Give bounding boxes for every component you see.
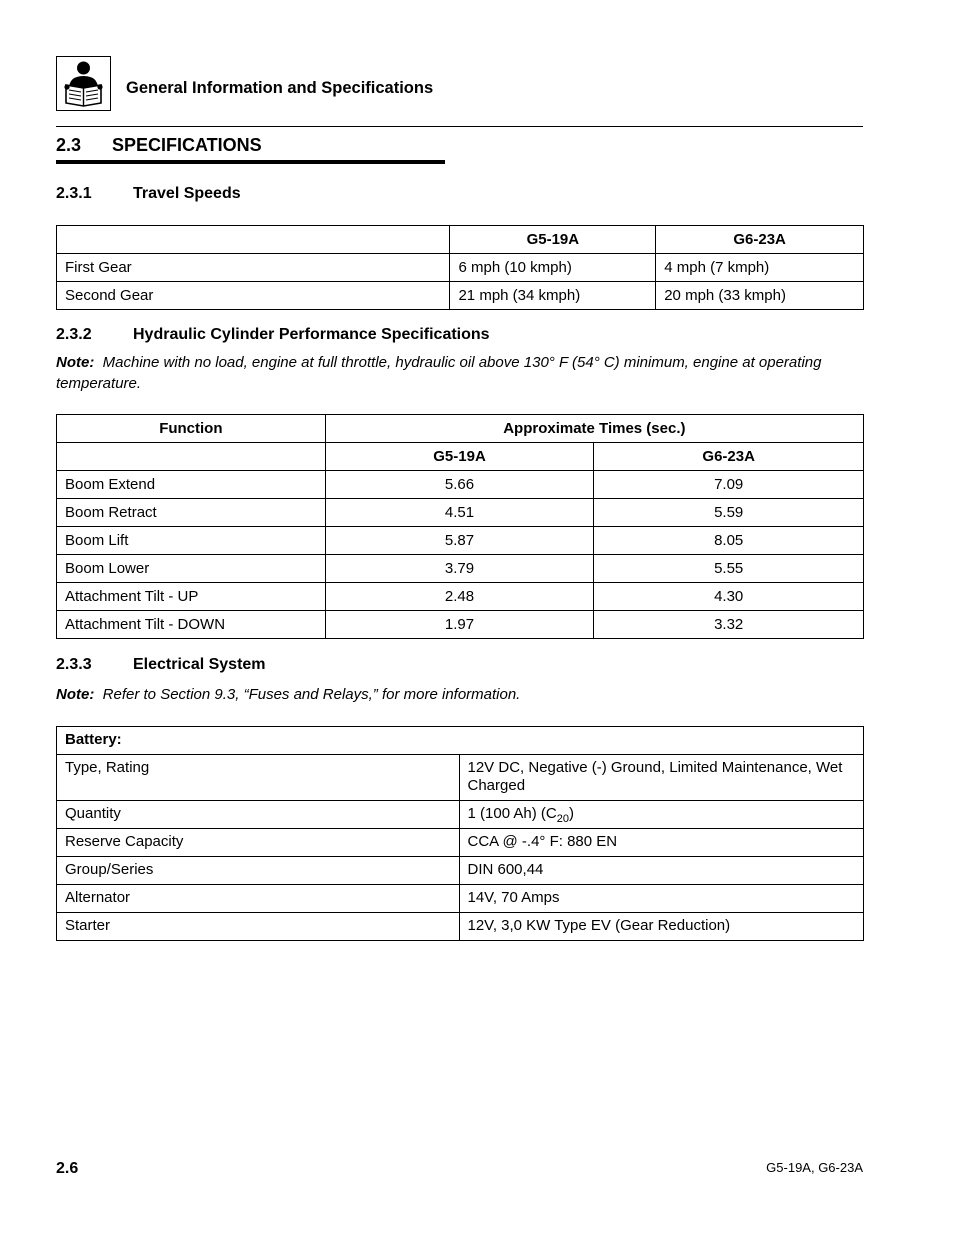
table-row xyxy=(57,829,864,857)
table-cell: Boom Lower xyxy=(57,555,326,583)
table-cell: 4 mph (7 kmph) xyxy=(656,254,864,282)
table-row xyxy=(57,885,864,913)
subsection-number: 2.3.2 xyxy=(56,326,92,343)
subsection-title: Hydraulic Cylinder Performance Specifications xyxy=(133,326,490,343)
table-cell: 2.48 xyxy=(325,583,594,611)
table-header-row xyxy=(57,443,864,471)
table-row xyxy=(57,857,864,885)
table-row xyxy=(57,527,864,555)
table-cell: 4.30 xyxy=(594,583,864,611)
table-cell: 4.51 xyxy=(325,499,594,527)
table-header-row xyxy=(57,727,864,755)
note-label: Note: xyxy=(56,354,95,371)
table-cell: Boom Extend xyxy=(57,471,326,499)
note-text: Refer to Section 9.3, “Fuses and Relays,” for more information. xyxy=(102,686,521,703)
header-divider xyxy=(56,126,863,127)
table-cell: DIN 600,44 xyxy=(459,857,864,885)
table-cell xyxy=(57,443,326,471)
column-header: G5-19A xyxy=(450,226,656,254)
table-cell: Second Gear xyxy=(57,282,450,310)
table-cell: Boom Lift xyxy=(57,527,326,555)
table-row xyxy=(57,913,864,941)
column-header: G6-23A xyxy=(656,226,864,254)
table-cell: First Gear xyxy=(57,254,450,282)
note-text: Machine with no load, engine at full throttle, hydraulic oil above 130° F (54° C) minimum, engine at operating temperature. xyxy=(56,354,822,392)
table-cell: 5.55 xyxy=(594,555,864,583)
battery-heading: Battery: xyxy=(57,727,864,755)
table-cell: 3.79 xyxy=(325,555,594,583)
table-cell: Group/Series xyxy=(57,857,460,885)
table-cell: 14V, 70 Amps xyxy=(459,885,864,913)
table-row xyxy=(57,471,864,499)
table-header-row xyxy=(57,415,864,443)
table-cell: Type, Rating xyxy=(57,755,460,801)
table-cell: 12V DC, Negative (-) Ground, Limited Maintenance, Wet Charged xyxy=(459,755,864,801)
subsection-number: 2.3.3 xyxy=(56,656,92,673)
table-row xyxy=(57,611,864,639)
table-cell: 5.59 xyxy=(594,499,864,527)
table-cell xyxy=(459,801,864,829)
table-cell: 6 mph (10 kmph) xyxy=(450,254,656,282)
table-cell: 20 mph (33 kmph) xyxy=(656,282,864,310)
table-cell: Attachment Tilt - UP xyxy=(57,583,326,611)
footer-models: G5-19A, G6-23A xyxy=(766,1160,863,1175)
table-row xyxy=(57,801,864,829)
table-cell: Starter xyxy=(57,913,460,941)
table-cell: 7.09 xyxy=(594,471,864,499)
column-header: G6-23A xyxy=(594,443,864,471)
subsection-heading-travel xyxy=(56,185,241,203)
table-cell: 3.32 xyxy=(594,611,864,639)
table-row xyxy=(57,755,864,801)
section-title: SPECIFICATIONS xyxy=(112,135,262,155)
table-cell: 12V, 3,0 KW Type EV (Gear Reduction) xyxy=(459,913,864,941)
quantity-value: 1 (100 Ah) (C xyxy=(467,805,557,822)
subsection-number: 2.3.1 xyxy=(56,185,92,202)
table-row xyxy=(57,282,864,310)
subsection-title: Electrical System xyxy=(133,656,266,673)
table-row xyxy=(57,254,864,282)
table-cell: Alternator xyxy=(57,885,460,913)
hydraulic-times-table xyxy=(56,414,864,639)
subsection-title: Travel Speeds xyxy=(133,185,241,202)
column-header: G5-19A xyxy=(325,443,594,471)
note-label: Note: xyxy=(56,686,95,703)
table-cell: Boom Retract xyxy=(57,499,326,527)
manual-reader-icon xyxy=(56,56,111,111)
page-header-title: General Information and Specifications xyxy=(126,79,434,97)
table-cell: CCA @ -.4° F: 880 EN xyxy=(459,829,864,857)
table-cell: 5.66 xyxy=(325,471,594,499)
electrical-system-table xyxy=(56,726,864,941)
subsection-heading-electrical xyxy=(56,656,266,674)
table-row xyxy=(57,583,864,611)
table-row xyxy=(57,555,864,583)
table-cell: Reserve Capacity xyxy=(57,829,460,857)
travel-speeds-table xyxy=(56,225,864,310)
table-row xyxy=(57,499,864,527)
column-header: Approximate Times (sec.) xyxy=(325,415,863,443)
hydraulic-note xyxy=(56,352,866,394)
section-heading xyxy=(56,135,262,156)
table-cell: Attachment Tilt - DOWN xyxy=(57,611,326,639)
table-cell: 1.97 xyxy=(325,611,594,639)
table-cell: 21 mph (34 kmph) xyxy=(450,282,656,310)
section-underline xyxy=(56,160,445,164)
quantity-suffix: ) xyxy=(568,805,574,822)
electrical-note xyxy=(56,684,866,705)
table-cell: Quantity xyxy=(57,801,460,829)
table-cell: 8.05 xyxy=(594,527,864,555)
section-number: 2.3 xyxy=(56,135,82,155)
subsection-heading-hydraulic xyxy=(56,326,490,344)
column-header: Function xyxy=(57,415,326,443)
quantity-subscript: 20 xyxy=(556,813,569,825)
table-cell: 5.87 xyxy=(325,527,594,555)
table-header-row xyxy=(57,226,864,254)
page-number: 2.6 xyxy=(56,1160,79,1177)
column-header xyxy=(57,226,450,254)
